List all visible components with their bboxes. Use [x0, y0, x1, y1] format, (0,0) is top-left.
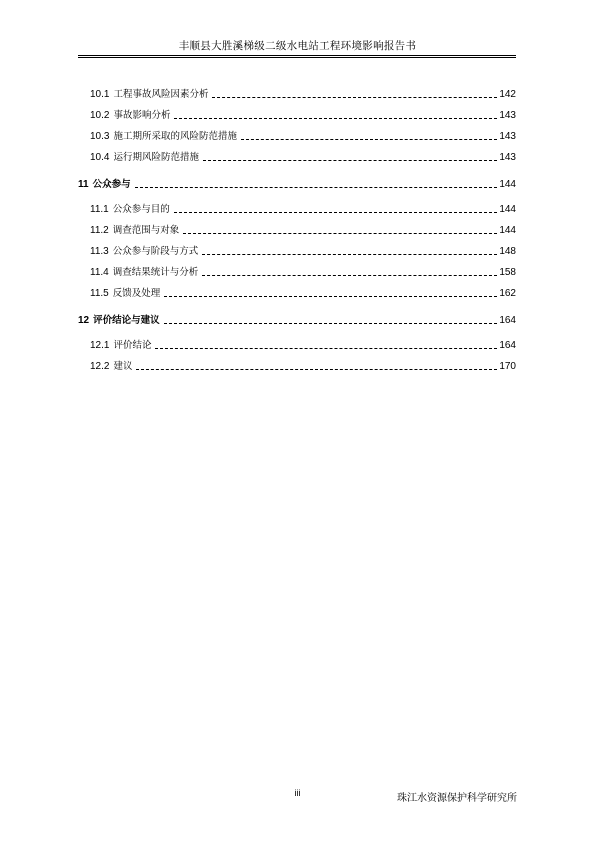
toc-entry-title: 调查结果统计与分析 [112, 267, 199, 278]
document-header-title: 丰顺县大胜溪梯级二级水电站工程环境影响报告书 [178, 41, 417, 52]
toc-chapter-entry[interactable] [78, 305, 516, 327]
footer-page-number: iii [294, 788, 301, 798]
toc-section-entry[interactable] [78, 331, 516, 352]
toc-entry-number: 11 [78, 179, 89, 190]
toc-section-entry[interactable] [78, 143, 516, 164]
toc-entry-page: 170 [499, 361, 516, 372]
toc-entry-number: 11.3 [90, 246, 109, 257]
toc-entry-page: 164 [499, 315, 516, 326]
toc-entry-number: 12 [78, 315, 90, 326]
toc-section-entry[interactable] [78, 216, 516, 237]
toc-entry-title: 公众参与目的 [112, 204, 170, 215]
toc-entry-title: 评价结论 [113, 340, 152, 351]
toc-entry-number: 11.2 [90, 225, 109, 236]
toc-chapter-entry[interactable] [78, 169, 516, 191]
toc-leader-dots [202, 275, 497, 276]
toc-leader-dots [164, 323, 498, 324]
toc-entry-title: 事故影响分析 [113, 110, 171, 121]
toc-entry-page: 162 [499, 288, 516, 299]
toc-leader-dots [202, 254, 497, 255]
toc-entry-title: 工程事故风险因素分析 [113, 89, 209, 100]
toc-section-entry[interactable] [78, 352, 516, 373]
toc-section-entry[interactable] [78, 80, 516, 101]
toc-entry-title: 建议 [113, 361, 133, 372]
toc-entry-page: 144 [499, 204, 516, 215]
toc-section-entry[interactable] [78, 258, 516, 279]
toc-leader-dots [136, 369, 497, 370]
toc-leader-dots [203, 160, 497, 161]
toc-leader-dots [174, 118, 497, 119]
table-of-contents [78, 80, 516, 373]
toc-entry-page: 143 [499, 131, 516, 142]
toc-section-entry[interactable] [78, 122, 516, 143]
toc-leader-dots [174, 212, 498, 213]
toc-entry-number: 11.5 [90, 288, 109, 299]
toc-entry-number: 10.1 [90, 89, 110, 100]
toc-entry-page: 143 [499, 110, 516, 121]
toc-entry-title: 公众参与阶段与方式 [112, 246, 199, 257]
toc-entry-page: 158 [499, 267, 516, 278]
toc-entry-title: 评价结论与建议 [93, 315, 160, 326]
toc-section-entry[interactable] [78, 195, 516, 216]
toc-section-entry[interactable] [78, 237, 516, 258]
toc-entry-page: 144 [499, 179, 516, 190]
toc-entry-number: 10.3 [90, 131, 110, 142]
header-rule-bottom [78, 57, 516, 58]
toc-entry-page: 148 [499, 246, 516, 257]
toc-entry-title: 调查范围与对象 [112, 225, 180, 236]
toc-leader-dots [183, 233, 497, 234]
toc-section-entry[interactable] [78, 101, 516, 122]
toc-entry-page: 142 [499, 89, 516, 100]
toc-leader-dots [212, 97, 497, 98]
toc-leader-dots [164, 296, 497, 297]
toc-entry-number: 10.4 [90, 152, 110, 163]
toc-entry-title: 公众参与 [92, 179, 131, 190]
toc-entry-number: 11.4 [90, 267, 109, 278]
toc-entry-title: 运行期风险防范措施 [113, 152, 199, 163]
toc-entry-page: 144 [499, 225, 516, 236]
toc-leader-dots [241, 139, 497, 140]
header-rule-top [78, 55, 516, 56]
toc-section-entry[interactable] [78, 279, 516, 300]
toc-entry-number: 10.2 [90, 110, 110, 121]
toc-entry-page: 164 [499, 340, 516, 351]
toc-entry-number: 12.1 [90, 340, 110, 351]
toc-leader-dots [155, 348, 497, 349]
toc-entry-title: 反馈及处理 [112, 288, 161, 299]
toc-entry-number: 11.1 [90, 204, 109, 215]
footer-organization: 珠江水资源保护科学研究所 [397, 793, 517, 804]
toc-entry-title: 施工期所采取的风险防范措施 [113, 131, 237, 142]
toc-entry-page: 143 [499, 152, 516, 163]
toc-leader-dots [135, 187, 498, 188]
toc-entry-number: 12.2 [90, 361, 110, 372]
